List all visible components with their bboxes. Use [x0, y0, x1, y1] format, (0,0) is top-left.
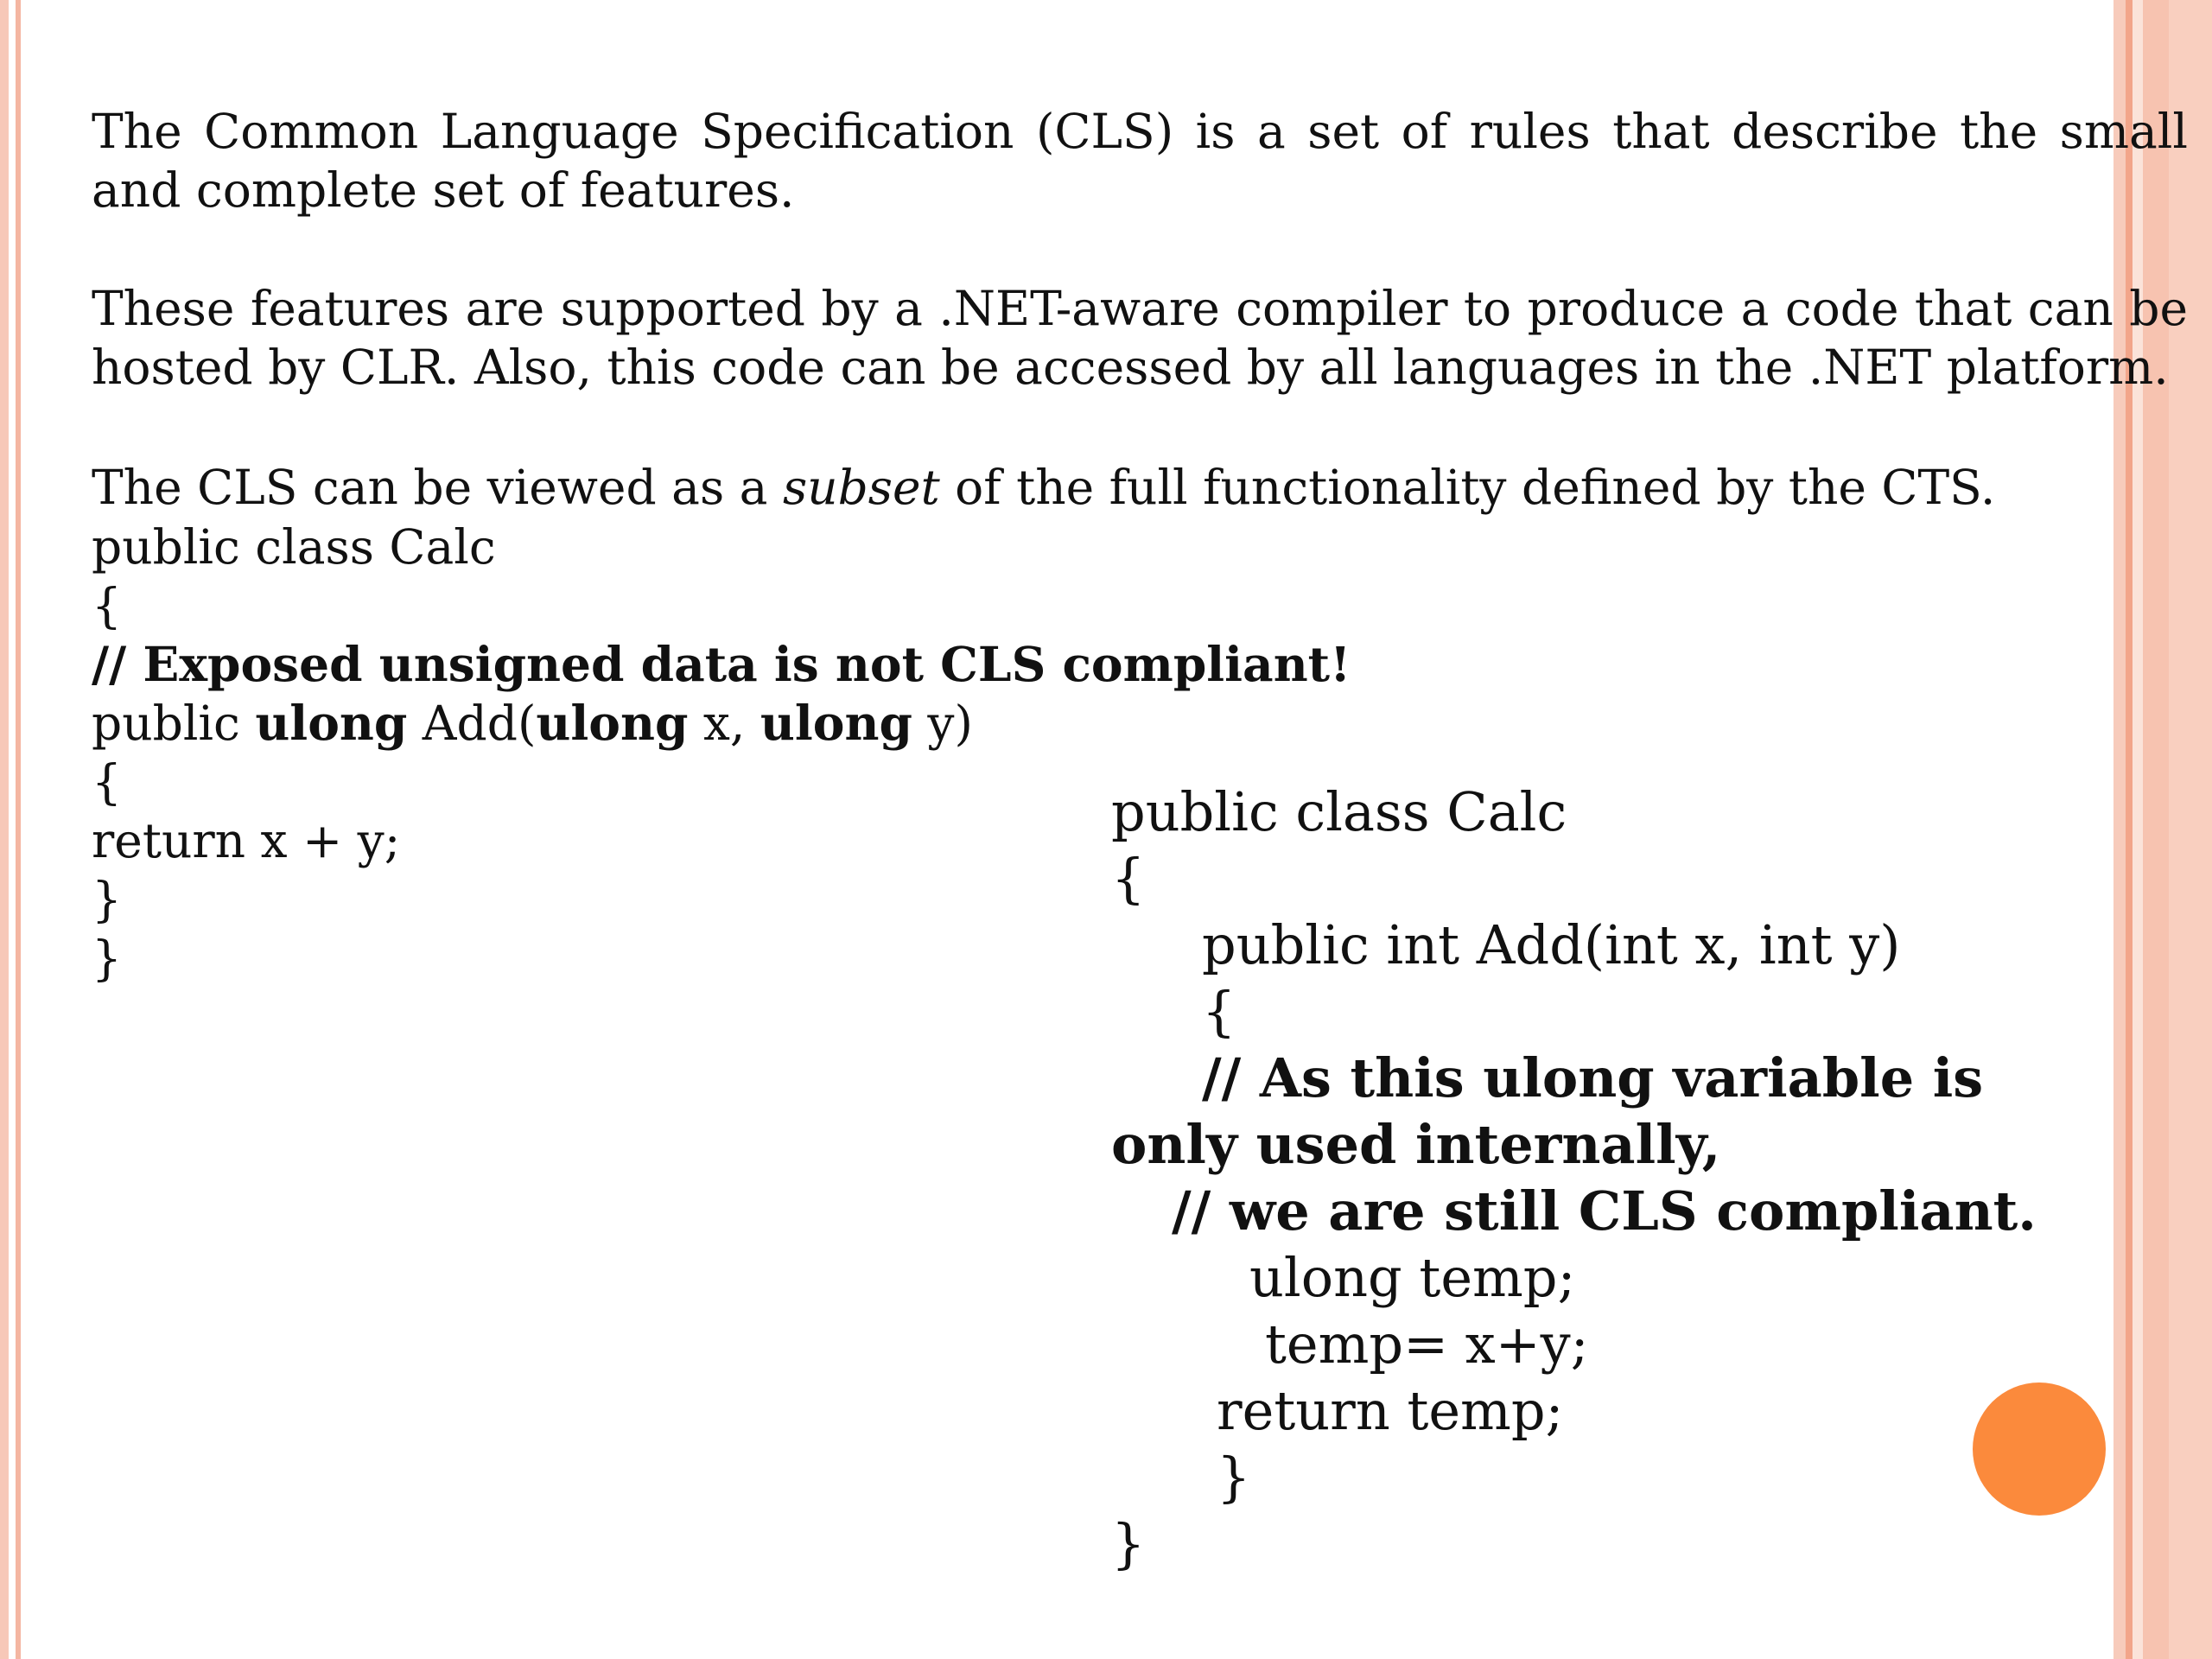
left-border-line — [16, 0, 21, 1659]
code-line-class-decl: public class Calc — [1111, 780, 1567, 843]
code-line-declaration: ulong temp; — [1249, 1246, 1576, 1309]
code-comment: // Exposed unsigned data is not CLS compliant! — [92, 636, 1351, 692]
emphasis-subset: subset — [782, 460, 940, 515]
right-border-band — [2113, 0, 2126, 1659]
code-param: x, — [688, 696, 760, 751]
code-line-return: return x + y; — [92, 813, 401, 868]
code-line-method-open: { — [1202, 980, 1236, 1043]
left-border-stripe — [0, 0, 9, 1659]
code-line-open-brace: { — [92, 578, 122, 633]
code-comment: // we are still CLS compliant. — [1172, 1179, 2037, 1243]
paragraph-cls-definition: The Common Language Specification (CLS) is a set of rules that describe the small and complete set of features. — [92, 104, 2188, 218]
code-line-method-signature — [92, 694, 1351, 753]
code-line-class-close: } — [92, 931, 122, 986]
paragraph-text: of the full functionality defined by the CTS. — [939, 460, 1996, 515]
code-line-method-close: } — [1217, 1446, 1251, 1509]
paragraph-net-compiler: These features are supported by a .NET-aware compiler to produce a code that can be hosted by CLR. Also, this code can be accessed by all languages in the .NET platform. — [92, 281, 2188, 395]
code-line-assignment: temp= x+y; — [1265, 1313, 1589, 1376]
code-type: ulong — [536, 695, 689, 751]
code-keyword: public — [92, 696, 256, 751]
code-line-class-decl: public class Calc — [92, 519, 496, 575]
code-line-method-signature: public int Add(int x, int y) — [1202, 913, 1901, 976]
paragraph-cls-subset — [92, 458, 2188, 517]
code-line-method-close: } — [92, 872, 122, 927]
code-sample-compliant — [1111, 779, 2037, 1577]
right-border-band — [2133, 0, 2143, 1659]
right-border-band — [2126, 0, 2133, 1659]
code-method-name: Add( — [407, 696, 537, 751]
right-border-band — [2169, 0, 2212, 1659]
code-line-class-close: } — [1111, 1512, 1146, 1575]
code-type: ulong — [255, 695, 408, 751]
paragraph-text: The CLS can be viewed as a — [92, 460, 783, 515]
code-param: y) — [912, 696, 973, 751]
code-line-method-open: { — [92, 754, 122, 810]
code-line-open-brace: { — [1111, 847, 1146, 910]
code-line-return: return temp; — [1217, 1379, 1564, 1442]
code-type: ulong — [760, 695, 912, 751]
right-border-band — [2143, 0, 2169, 1659]
code-comment: // As this ulong variable is — [1202, 1046, 1984, 1109]
code-comment: only used internally, — [1111, 1113, 1721, 1176]
